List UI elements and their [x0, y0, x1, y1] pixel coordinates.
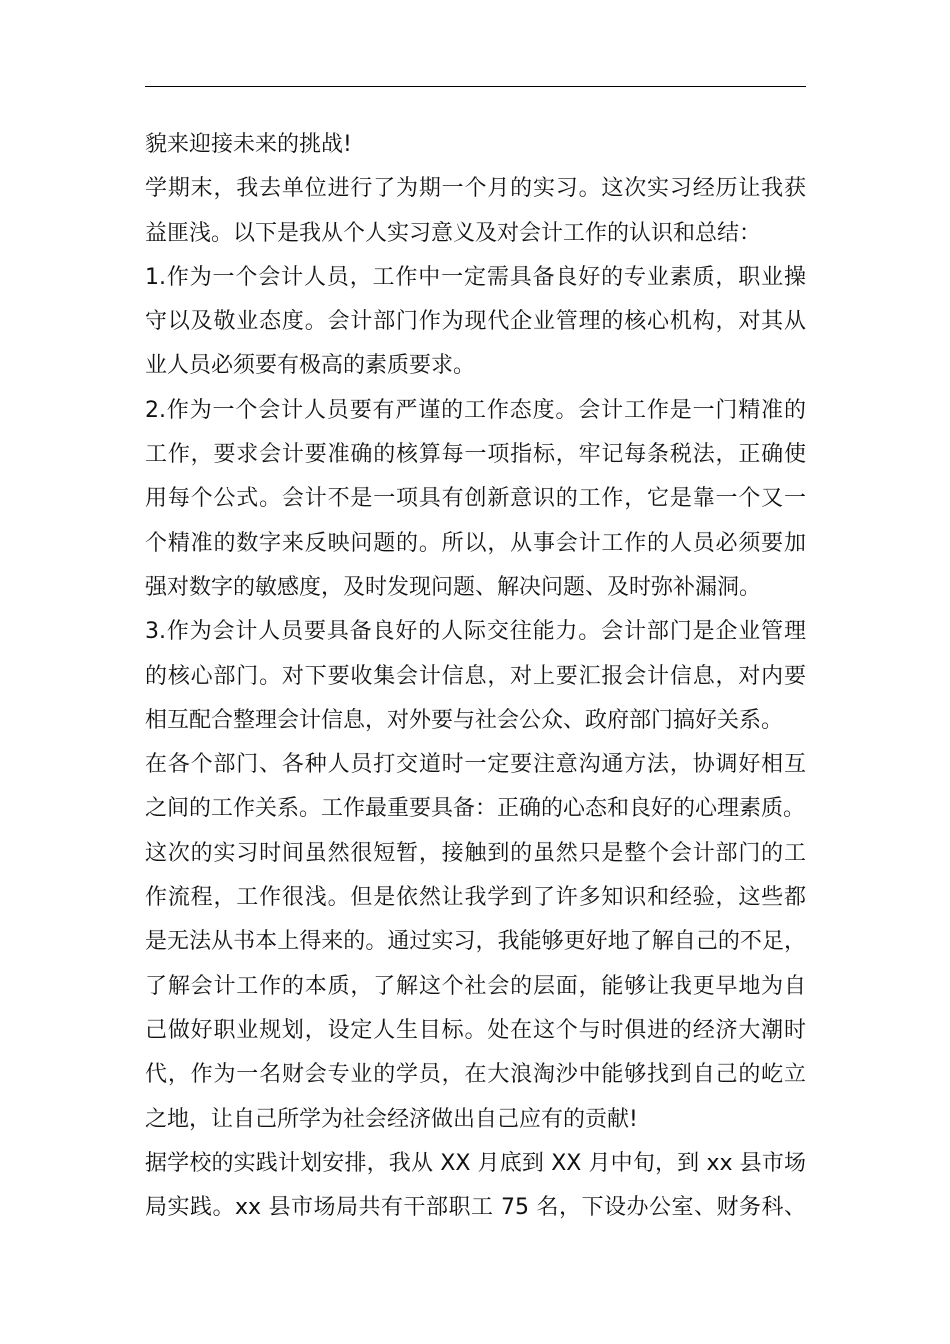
- text-line: 用每个公式。会计不是一项具有创新意识的工作，它是靠一个又一: [145, 486, 806, 512]
- header-rule: [145, 86, 806, 87]
- text-line: 代，作为一名财会专业的学员，在大浪淘沙中能够找到自己的屹立: [145, 1062, 806, 1088]
- text-line: 个精准的数字来反映问题的。所以，从事会计工作的人员必须要加: [145, 530, 806, 556]
- text-line: 工作，要求会计要准确的核算每一项指标，牢记每条税法，正确使: [145, 442, 806, 468]
- text-line: 2.作为一个会计人员要有严谨的工作态度。会计工作是一门精准的: [145, 397, 806, 423]
- text-line: 这次的实习时间虽然很短暂，接触到的虽然只是整个会计部门的工: [145, 840, 806, 866]
- text-line: 3.作为会计人员要具备良好的人际交往能力。会计部门是企业管理: [145, 619, 806, 645]
- text-line: 强对数字的敏感度，及时发现问题、解决问题、及时弥补漏洞。: [145, 574, 762, 600]
- text-line: 貌来迎接未来的挑战!: [145, 132, 352, 157]
- text-line: 学期末，我去单位进行了为期一个月的实习。这次实习经历让我获: [145, 176, 806, 202]
- text-line: 之地，让自己所学为社会经济做出自己应有的贡献!: [145, 1106, 638, 1132]
- text-line: 是无法从书本上得来的。通过实习，我能够更好地了解自己的不足，: [145, 929, 806, 955]
- text-line: 在各个部门、各种人员打交道时一定要注意沟通方法，协调好相互: [145, 752, 806, 778]
- body-text: [145, 123, 806, 1230]
- text-line: 益匪浅。以下是我从个人实习意义及对会计工作的认识和总结：: [145, 220, 762, 246]
- text-line: 业人员必须要有极高的素质要求。: [145, 353, 476, 379]
- text-line: 作流程，工作很浅。但是依然让我学到了许多知识和经验，这些都: [145, 885, 806, 911]
- text-line: 了解会计工作的本质，了解这个社会的层面，能够让我更早地为自: [145, 973, 806, 999]
- text-line: 相互配合整理会计信息，对外要与社会公众、政府部门搞好关系。: [145, 707, 784, 733]
- text-line: 局实践。xx 县市场局共有干部职工 75 名，下设办公室、财务科、: [145, 1195, 806, 1221]
- text-line: 守以及敬业态度。会计部门作为现代企业管理的核心机构，对其从: [145, 309, 806, 335]
- text-line: 的核心部门。对下要收集会计信息，对上要汇报会计信息，对内要: [145, 663, 806, 689]
- text-line: 1.作为一个会计人员，工作中一定需具备良好的专业素质，职业操: [145, 264, 806, 290]
- text-line: 之间的工作关系。工作最重要具备：正确的心态和良好的心理素质。: [145, 796, 806, 822]
- text-line: 己做好职业规划，设定人生目标。处在这个与时俱进的经济大潮时: [145, 1017, 806, 1043]
- text-line: 据学校的实践计划安排，我从 XX 月底到 XX 月中旬，到 xx 县市场: [145, 1150, 806, 1176]
